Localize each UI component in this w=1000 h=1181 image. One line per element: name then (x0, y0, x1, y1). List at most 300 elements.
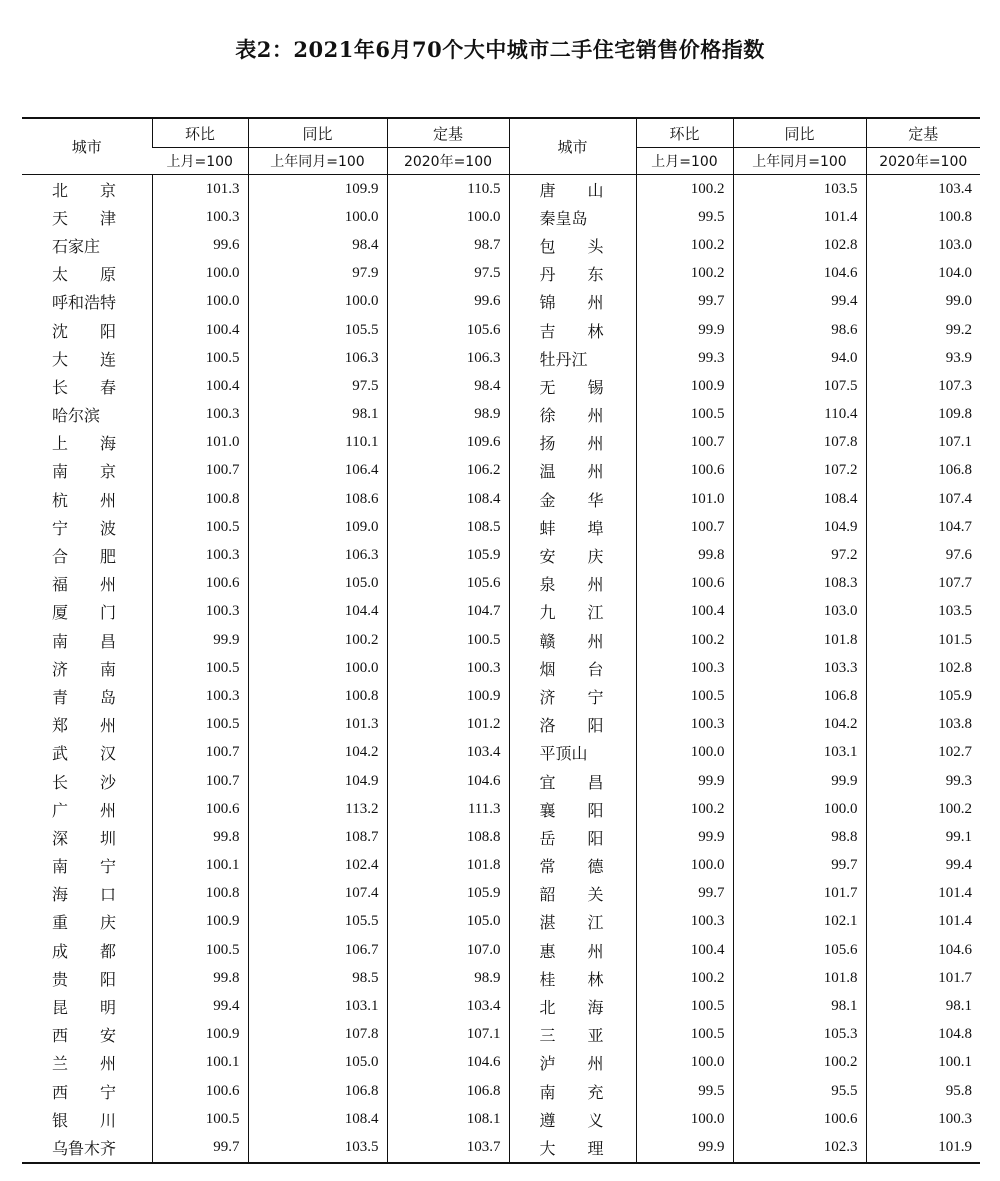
right-yoy-cell: 105.6 (733, 936, 866, 964)
left-mom-cell: 100.5 (152, 654, 248, 682)
right-base-cell: 103.8 (866, 711, 980, 739)
right-base-cell: 103.0 (866, 231, 980, 259)
left-mom-cell: 99.8 (152, 823, 248, 851)
table-row (22, 231, 980, 259)
right-mom-cell: 100.4 (636, 598, 733, 626)
left-city-cell: 银 川 (52, 1110, 117, 1130)
left-yoy-cell: 105.5 (248, 316, 387, 344)
right-mom-cell: 100.5 (636, 682, 733, 710)
left-mom-cell: 100.8 (152, 485, 248, 513)
right-mom-cell: 99.9 (636, 316, 733, 344)
column-header-yoy-left: 同比 (248, 118, 387, 148)
right-city-cell: 牡丹江 (509, 344, 636, 372)
right-city-cell: 桂 林 (509, 964, 636, 992)
right-mom-cell: 101.0 (636, 485, 733, 513)
right-yoy-cell: 100.6 (733, 1105, 866, 1133)
left-yoy-cell: 98.4 (248, 231, 387, 259)
column-subheader-yoy-left: 上年同月=100 (248, 148, 387, 175)
right-mom-cell: 99.8 (636, 541, 733, 569)
right-mom-cell: 100.0 (636, 1105, 733, 1133)
left-yoy-cell: 107.8 (248, 1021, 387, 1049)
left-mom-cell: 99.4 (152, 992, 248, 1020)
table-row (22, 1049, 980, 1077)
left-mom-cell: 100.5 (152, 1105, 248, 1133)
right-city-cell: 锦 州 (509, 288, 636, 316)
right-base-cell: 107.4 (866, 485, 980, 513)
right-mom-cell: 100.0 (636, 739, 733, 767)
right-mom-cell: 100.2 (636, 795, 733, 823)
left-base-cell: 98.9 (387, 401, 509, 429)
right-base-cell: 93.9 (866, 344, 980, 372)
right-base-cell: 104.7 (866, 513, 980, 541)
table-row (22, 372, 980, 400)
table-row (22, 344, 980, 372)
right-mom-cell: 100.5 (636, 401, 733, 429)
left-city-cell: 郑 州 (52, 716, 117, 736)
right-city-cell: 平顶山 (509, 739, 636, 767)
left-mom-cell: 100.8 (152, 880, 248, 908)
left-yoy-cell: 106.8 (248, 1077, 387, 1105)
right-yoy-cell: 101.4 (733, 203, 866, 231)
right-base-cell: 103.4 (866, 175, 980, 204)
left-yoy-cell: 109.0 (248, 513, 387, 541)
right-yoy-cell: 102.1 (733, 908, 866, 936)
right-yoy-cell: 110.4 (733, 401, 866, 429)
column-header-yoy-right: 同比 (733, 118, 866, 148)
table-body (22, 175, 980, 1163)
right-yoy-cell: 98.6 (733, 316, 866, 344)
left-yoy-cell: 100.0 (248, 654, 387, 682)
table-row (22, 1105, 980, 1133)
left-city-cell: 石家庄 (52, 236, 101, 256)
left-base-cell: 108.5 (387, 513, 509, 541)
left-city-cell: 大 连 (52, 349, 117, 369)
right-mom-cell: 100.2 (636, 964, 733, 992)
table-row (22, 823, 980, 851)
right-city-cell: 三 亚 (509, 1021, 636, 1049)
right-base-cell: 109.8 (866, 401, 980, 429)
right-city-cell: 遵 义 (509, 1105, 636, 1133)
left-city-cell: 上 海 (52, 434, 117, 454)
right-city-cell: 泸 州 (509, 1049, 636, 1077)
right-yoy-cell: 95.5 (733, 1077, 866, 1105)
right-base-cell: 107.7 (866, 570, 980, 598)
right-city-cell: 丹 东 (509, 260, 636, 288)
right-base-cell: 107.3 (866, 372, 980, 400)
right-base-cell: 105.9 (866, 682, 980, 710)
right-city-cell: 赣 州 (509, 626, 636, 654)
right-city-cell: 湛 江 (509, 908, 636, 936)
right-city-cell: 秦皇岛 (509, 203, 636, 231)
left-base-cell: 105.0 (387, 908, 509, 936)
right-base-cell: 99.3 (866, 767, 980, 795)
left-yoy-cell: 105.0 (248, 570, 387, 598)
right-mom-cell: 99.9 (636, 823, 733, 851)
left-city-cell: 深 圳 (52, 828, 117, 848)
left-mom-cell: 100.5 (152, 936, 248, 964)
left-base-cell: 107.0 (387, 936, 509, 964)
right-yoy-cell: 101.7 (733, 880, 866, 908)
right-city-cell: 温 州 (509, 457, 636, 485)
table-row (22, 1077, 980, 1105)
left-city-cell: 宁 波 (52, 518, 117, 538)
left-base-cell: 99.6 (387, 288, 509, 316)
left-base-cell: 98.4 (387, 372, 509, 400)
right-city-cell: 泉 州 (509, 570, 636, 598)
right-base-cell: 101.4 (866, 908, 980, 936)
column-header-base-left: 定基 (387, 118, 509, 148)
right-city-cell: 扬 州 (509, 429, 636, 457)
left-city-cell: 厦 门 (52, 603, 117, 623)
left-base-cell: 105.9 (387, 541, 509, 569)
right-base-cell: 106.8 (866, 457, 980, 485)
right-city-cell: 唐 山 (509, 175, 636, 204)
right-mom-cell: 100.0 (636, 852, 733, 880)
right-city-cell: 岳 阳 (509, 823, 636, 851)
table-row (22, 541, 980, 569)
left-yoy-cell: 100.2 (248, 626, 387, 654)
right-yoy-cell: 105.3 (733, 1021, 866, 1049)
right-yoy-cell: 108.3 (733, 570, 866, 598)
right-city-cell: 无 锡 (509, 372, 636, 400)
left-mom-cell: 100.3 (152, 203, 248, 231)
right-yoy-cell: 99.9 (733, 767, 866, 795)
right-base-cell: 104.6 (866, 936, 980, 964)
left-city-cell: 济 南 (52, 659, 117, 679)
left-city-cell: 西 宁 (52, 1082, 117, 1102)
left-mom-cell: 100.4 (152, 372, 248, 400)
right-base-cell: 98.1 (866, 992, 980, 1020)
right-mom-cell: 99.9 (636, 767, 733, 795)
right-base-cell: 101.7 (866, 964, 980, 992)
right-base-cell: 97.6 (866, 541, 980, 569)
right-yoy-cell: 99.7 (733, 852, 866, 880)
table-row (22, 852, 980, 880)
left-yoy-cell: 106.3 (248, 344, 387, 372)
right-base-cell: 100.8 (866, 203, 980, 231)
column-subheader-yoy-right: 上年同月=100 (733, 148, 866, 175)
left-city-cell: 合 肥 (52, 547, 117, 567)
table-row (22, 936, 980, 964)
right-mom-cell: 100.3 (636, 711, 733, 739)
right-yoy-cell: 107.5 (733, 372, 866, 400)
left-yoy-cell: 100.0 (248, 203, 387, 231)
right-base-cell: 100.1 (866, 1049, 980, 1077)
left-city-cell: 南 宁 (52, 857, 117, 877)
right-mom-cell: 100.9 (636, 372, 733, 400)
left-yoy-cell: 100.0 (248, 288, 387, 316)
right-base-cell: 99.1 (866, 823, 980, 851)
right-city-cell: 常 德 (509, 852, 636, 880)
right-city-cell: 金 华 (509, 485, 636, 513)
left-base-cell: 103.7 (387, 1133, 509, 1162)
left-yoy-cell: 106.7 (248, 936, 387, 964)
table-row (22, 570, 980, 598)
right-base-cell: 99.2 (866, 316, 980, 344)
left-yoy-cell: 106.3 (248, 541, 387, 569)
right-yoy-cell: 94.0 (733, 344, 866, 372)
right-mom-cell: 100.3 (636, 908, 733, 936)
right-yoy-cell: 107.8 (733, 429, 866, 457)
left-city-cell: 青 岛 (52, 687, 117, 707)
left-yoy-cell: 108.7 (248, 823, 387, 851)
left-mom-cell: 100.5 (152, 711, 248, 739)
left-city-cell: 哈尔滨 (52, 406, 101, 426)
right-city-cell: 烟 台 (509, 654, 636, 682)
right-yoy-cell: 102.3 (733, 1133, 866, 1162)
left-city-cell: 北 京 (52, 180, 117, 200)
table-row (22, 598, 980, 626)
left-mom-cell: 100.1 (152, 852, 248, 880)
table-row (22, 1021, 980, 1049)
table-row (22, 316, 980, 344)
left-yoy-cell: 98.5 (248, 964, 387, 992)
left-yoy-cell: 109.9 (248, 175, 387, 204)
left-mom-cell: 100.6 (152, 795, 248, 823)
right-mom-cell: 99.5 (636, 1077, 733, 1105)
right-base-cell: 99.0 (866, 288, 980, 316)
right-base-cell: 102.8 (866, 654, 980, 682)
table-row (22, 795, 980, 823)
left-mom-cell: 99.8 (152, 964, 248, 992)
left-city-cell: 昆 明 (52, 998, 117, 1018)
right-yoy-cell: 103.1 (733, 739, 866, 767)
right-base-cell: 95.8 (866, 1077, 980, 1105)
left-base-cell: 101.8 (387, 852, 509, 880)
right-mom-cell: 100.2 (636, 626, 733, 654)
right-mom-cell: 99.7 (636, 880, 733, 908)
table-row (22, 288, 980, 316)
right-city-cell: 南 充 (509, 1077, 636, 1105)
right-yoy-cell: 98.8 (733, 823, 866, 851)
left-city-cell: 贵 阳 (52, 969, 117, 989)
left-mom-cell: 100.0 (152, 260, 248, 288)
right-base-cell: 99.4 (866, 852, 980, 880)
left-yoy-cell: 107.4 (248, 880, 387, 908)
left-base-cell: 108.4 (387, 485, 509, 513)
column-subheader-base-left: 2020年=100 (387, 148, 509, 175)
right-mom-cell: 100.2 (636, 231, 733, 259)
right-yoy-cell: 101.8 (733, 964, 866, 992)
right-city-cell: 蚌 埠 (509, 513, 636, 541)
right-city-cell: 吉 林 (509, 316, 636, 344)
right-mom-cell: 100.7 (636, 513, 733, 541)
right-city-cell: 徐 州 (509, 401, 636, 429)
column-subheader-mom-left: 上月=100 (152, 148, 248, 175)
left-yoy-cell: 100.8 (248, 682, 387, 710)
column-subheader-base-right: 2020年=100 (866, 148, 980, 175)
left-mom-cell: 100.9 (152, 908, 248, 936)
table-row (22, 908, 980, 936)
left-city-cell: 长 沙 (52, 772, 117, 792)
table-row (22, 1133, 980, 1162)
right-city-cell: 襄 阳 (509, 795, 636, 823)
left-base-cell: 101.2 (387, 711, 509, 739)
right-city-cell: 大 理 (509, 1133, 636, 1162)
right-yoy-cell: 106.8 (733, 682, 866, 710)
right-yoy-cell: 103.3 (733, 654, 866, 682)
right-city-cell: 宜 昌 (509, 767, 636, 795)
left-mom-cell: 100.3 (152, 541, 248, 569)
right-mom-cell: 100.0 (636, 1049, 733, 1077)
left-mom-cell: 101.3 (152, 175, 248, 204)
table-row (22, 401, 980, 429)
right-mom-cell: 99.9 (636, 1133, 733, 1162)
column-header-base-right: 定基 (866, 118, 980, 148)
left-yoy-cell: 101.3 (248, 711, 387, 739)
right-base-cell: 107.1 (866, 429, 980, 457)
price-index-table (22, 117, 980, 1164)
left-mom-cell: 100.9 (152, 1021, 248, 1049)
left-yoy-cell: 103.5 (248, 1133, 387, 1162)
left-city-cell: 乌鲁木齐 (22, 1133, 152, 1162)
left-city-cell: 南 京 (52, 462, 117, 482)
right-base-cell: 104.8 (866, 1021, 980, 1049)
right-yoy-cell: 99.4 (733, 288, 866, 316)
left-base-cell: 108.8 (387, 823, 509, 851)
right-base-cell: 102.7 (866, 739, 980, 767)
left-base-cell: 108.1 (387, 1105, 509, 1133)
left-mom-cell: 100.6 (152, 1077, 248, 1105)
right-base-cell: 103.5 (866, 598, 980, 626)
left-mom-cell: 100.5 (152, 513, 248, 541)
left-city-cell: 南 昌 (52, 631, 117, 651)
left-mom-cell: 100.1 (152, 1049, 248, 1077)
left-mom-cell: 100.7 (152, 739, 248, 767)
right-mom-cell: 100.6 (636, 570, 733, 598)
right-yoy-cell: 108.4 (733, 485, 866, 513)
right-yoy-cell: 107.2 (733, 457, 866, 485)
right-city-cell: 包 头 (509, 231, 636, 259)
right-mom-cell: 100.4 (636, 936, 733, 964)
right-yoy-cell: 104.9 (733, 513, 866, 541)
left-base-cell: 105.9 (387, 880, 509, 908)
right-base-cell: 101.9 (866, 1133, 980, 1162)
left-base-cell: 110.5 (387, 175, 509, 204)
right-yoy-cell: 102.8 (733, 231, 866, 259)
column-header-mom-right: 环比 (636, 118, 733, 148)
left-yoy-cell: 105.5 (248, 908, 387, 936)
right-base-cell: 100.3 (866, 1105, 980, 1133)
left-city-cell: 成 都 (52, 941, 117, 961)
left-yoy-cell: 108.4 (248, 1105, 387, 1133)
left-base-cell: 106.8 (387, 1077, 509, 1105)
left-base-cell: 100.9 (387, 682, 509, 710)
column-header-mom-left: 环比 (152, 118, 248, 148)
right-yoy-cell: 103.0 (733, 598, 866, 626)
left-mom-cell: 100.5 (152, 344, 248, 372)
left-yoy-cell: 113.2 (248, 795, 387, 823)
right-mom-cell: 99.7 (636, 288, 733, 316)
left-yoy-cell: 97.5 (248, 372, 387, 400)
left-city-cell: 兰 州 (52, 1054, 117, 1074)
right-mom-cell: 99.3 (636, 344, 733, 372)
table-row (22, 711, 980, 739)
table-row (22, 513, 980, 541)
left-city-cell: 广 州 (52, 800, 117, 820)
left-base-cell: 104.7 (387, 598, 509, 626)
right-base-cell: 101.4 (866, 880, 980, 908)
table-row (22, 626, 980, 654)
right-mom-cell: 100.2 (636, 260, 733, 288)
page-title: 表2：2021年6月70个大中城市二手住宅销售价格指数 (235, 37, 765, 62)
left-yoy-cell: 102.4 (248, 852, 387, 880)
left-base-cell: 105.6 (387, 316, 509, 344)
right-mom-cell: 100.7 (636, 429, 733, 457)
right-city-cell: 济 宁 (509, 682, 636, 710)
right-yoy-cell: 103.5 (733, 175, 866, 204)
left-city-cell: 西 安 (52, 1026, 117, 1046)
table-row (22, 457, 980, 485)
right-mom-cell: 99.5 (636, 203, 733, 231)
left-base-cell: 104.6 (387, 767, 509, 795)
right-city-cell: 洛 阳 (509, 711, 636, 739)
right-city-cell: 惠 州 (509, 936, 636, 964)
left-mom-cell: 100.3 (152, 682, 248, 710)
right-base-cell: 100.2 (866, 795, 980, 823)
left-yoy-cell: 98.1 (248, 401, 387, 429)
column-header-city-right: 城市 (509, 118, 636, 175)
table-row (22, 485, 980, 513)
left-base-cell: 97.5 (387, 260, 509, 288)
right-mom-cell: 100.5 (636, 992, 733, 1020)
left-mom-cell: 100.7 (152, 457, 248, 485)
left-base-cell: 100.5 (387, 626, 509, 654)
left-base-cell: 100.3 (387, 654, 509, 682)
right-base-cell: 101.5 (866, 626, 980, 654)
right-city-cell: 九 江 (509, 598, 636, 626)
right-yoy-cell: 100.0 (733, 795, 866, 823)
table-row (22, 767, 980, 795)
table-row (22, 175, 980, 204)
right-yoy-cell: 104.2 (733, 711, 866, 739)
column-header-city-left: 城市 (22, 118, 152, 175)
table-row (22, 429, 980, 457)
left-city-cell: 福 州 (52, 575, 117, 595)
right-mom-cell: 100.6 (636, 457, 733, 485)
left-city-cell: 杭 州 (52, 490, 117, 510)
left-base-cell: 103.4 (387, 992, 509, 1020)
left-city-cell: 海 口 (52, 885, 117, 905)
left-base-cell: 100.0 (387, 203, 509, 231)
table-row (22, 992, 980, 1020)
left-yoy-cell: 110.1 (248, 429, 387, 457)
left-city-cell: 长 春 (52, 377, 117, 397)
left-mom-cell: 100.4 (152, 316, 248, 344)
table-row (22, 203, 980, 231)
right-city-cell: 安 庆 (509, 541, 636, 569)
left-base-cell: 104.6 (387, 1049, 509, 1077)
left-base-cell: 107.1 (387, 1021, 509, 1049)
left-city-cell: 沈 阳 (52, 321, 117, 341)
right-city-cell: 北 海 (509, 992, 636, 1020)
table-row (22, 682, 980, 710)
left-base-cell: 111.3 (387, 795, 509, 823)
left-yoy-cell: 106.4 (248, 457, 387, 485)
left-base-cell: 106.3 (387, 344, 509, 372)
left-city-cell: 武 汉 (52, 744, 117, 764)
right-yoy-cell: 100.2 (733, 1049, 866, 1077)
left-base-cell: 98.7 (387, 231, 509, 259)
left-city-cell: 呼和浩特 (52, 293, 117, 313)
left-city-cell: 天 津 (52, 208, 117, 228)
right-city-cell: 韶 关 (509, 880, 636, 908)
left-mom-cell: 101.0 (152, 429, 248, 457)
right-yoy-cell: 98.1 (733, 992, 866, 1020)
left-yoy-cell: 104.9 (248, 767, 387, 795)
right-yoy-cell: 97.2 (733, 541, 866, 569)
left-city-cell: 重 庆 (52, 913, 117, 933)
